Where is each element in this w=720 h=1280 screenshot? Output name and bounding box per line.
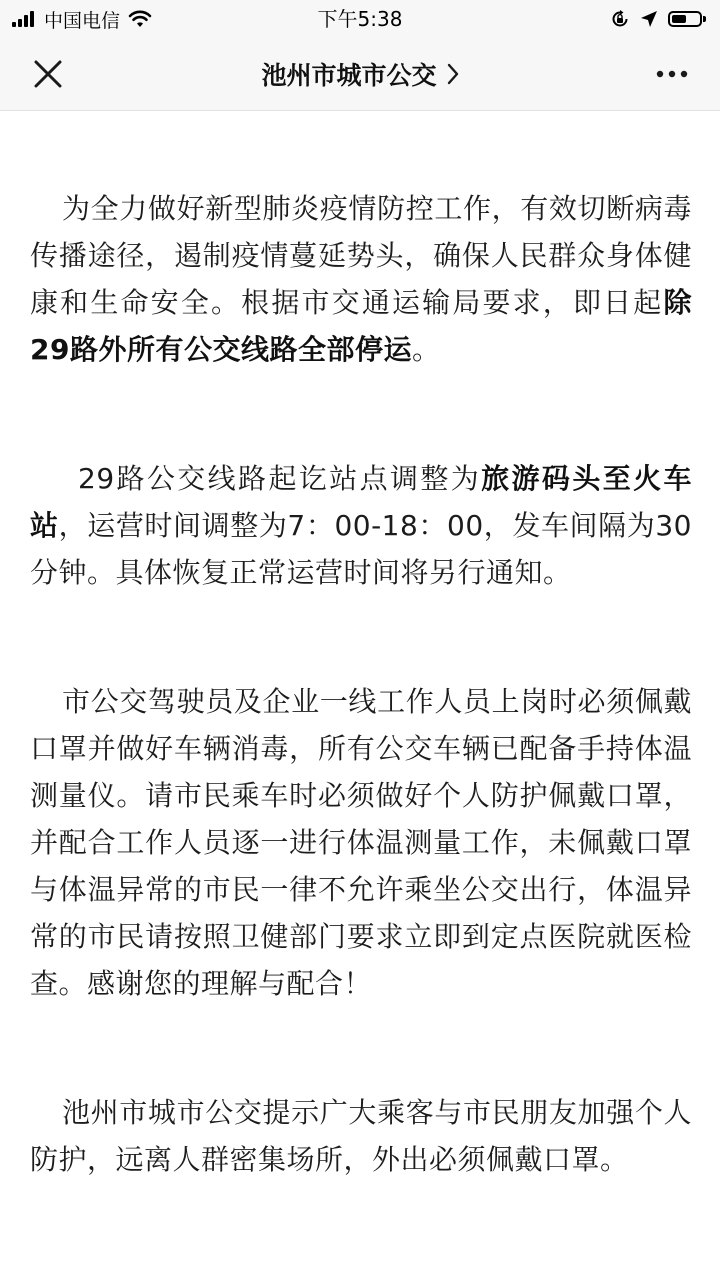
status-right [600, 7, 706, 31]
article-paragraph-1 [30, 185, 692, 373]
battery-icon [668, 11, 702, 27]
paragraph-3-text: 市公交驾驶员及企业一线工作人员上岗时必须佩戴口罩并做好车辆消毒，所有公交车辆已配备手持体温测量仪。请市民乘车时必须做好个人防护佩戴口罩，并配合工作人员逐一进行体温测量工作，未佩戴口罩与体温异常的市民一律不允许乘坐公交出行，体温异常的市民请按照卫健部门要求立即到定点医院就医检查。感谢您的理解与配合！ [30, 685, 692, 1000]
paragraph-1-end: 。 [411, 333, 441, 366]
location-icon [640, 10, 658, 28]
page-title: 池州市城市公交 [261, 61, 437, 90]
account-title-link[interactable] [160, 38, 560, 110]
paragraph-1-highlight: 除29路外所有公交线路全部停运 [30, 286, 692, 366]
battery-tip [703, 16, 706, 22]
article-content [30, 185, 692, 1183]
article-paragraph-4 [30, 1089, 692, 1183]
carrier-label: 中国电信 [44, 9, 121, 32]
nav-bar [0, 38, 720, 111]
paragraph-2-text: 29路公交线路起讫站点调整为 [78, 462, 482, 495]
chevron-right-icon [447, 63, 459, 85]
article-paragraph-2 [30, 455, 692, 596]
battery-fill [672, 15, 686, 23]
status-bar [0, 0, 720, 38]
close-icon[interactable] [30, 56, 66, 92]
paragraph-4-text: 池州市城市公交提示广大乘客与市民朋友加强个人防护，远离人群密集场所，外出必须佩戴口罩。 [30, 1096, 692, 1176]
rotation-lock-icon [610, 9, 630, 29]
more-icon[interactable] [652, 56, 692, 92]
paragraph-2-end: ，运营时间调整为7：00-18：00，发车间隔为30分钟。具体恢复正常运营时间将另行通知。 [30, 509, 692, 589]
article-paragraph-3 [30, 678, 692, 1007]
paragraph-2-highlight: 旅游码头至火车站 [30, 462, 692, 542]
status-time: 下午5:38 [317, 7, 403, 31]
paragraph-1-text: 为全力做好新型肺炎疫情防控工作，有效切断病毒传播途径，遏制疫情蔓延势头，确保人民群众身体健康和生命安全。根据市交通运输局要求，即日起 [30, 192, 692, 319]
